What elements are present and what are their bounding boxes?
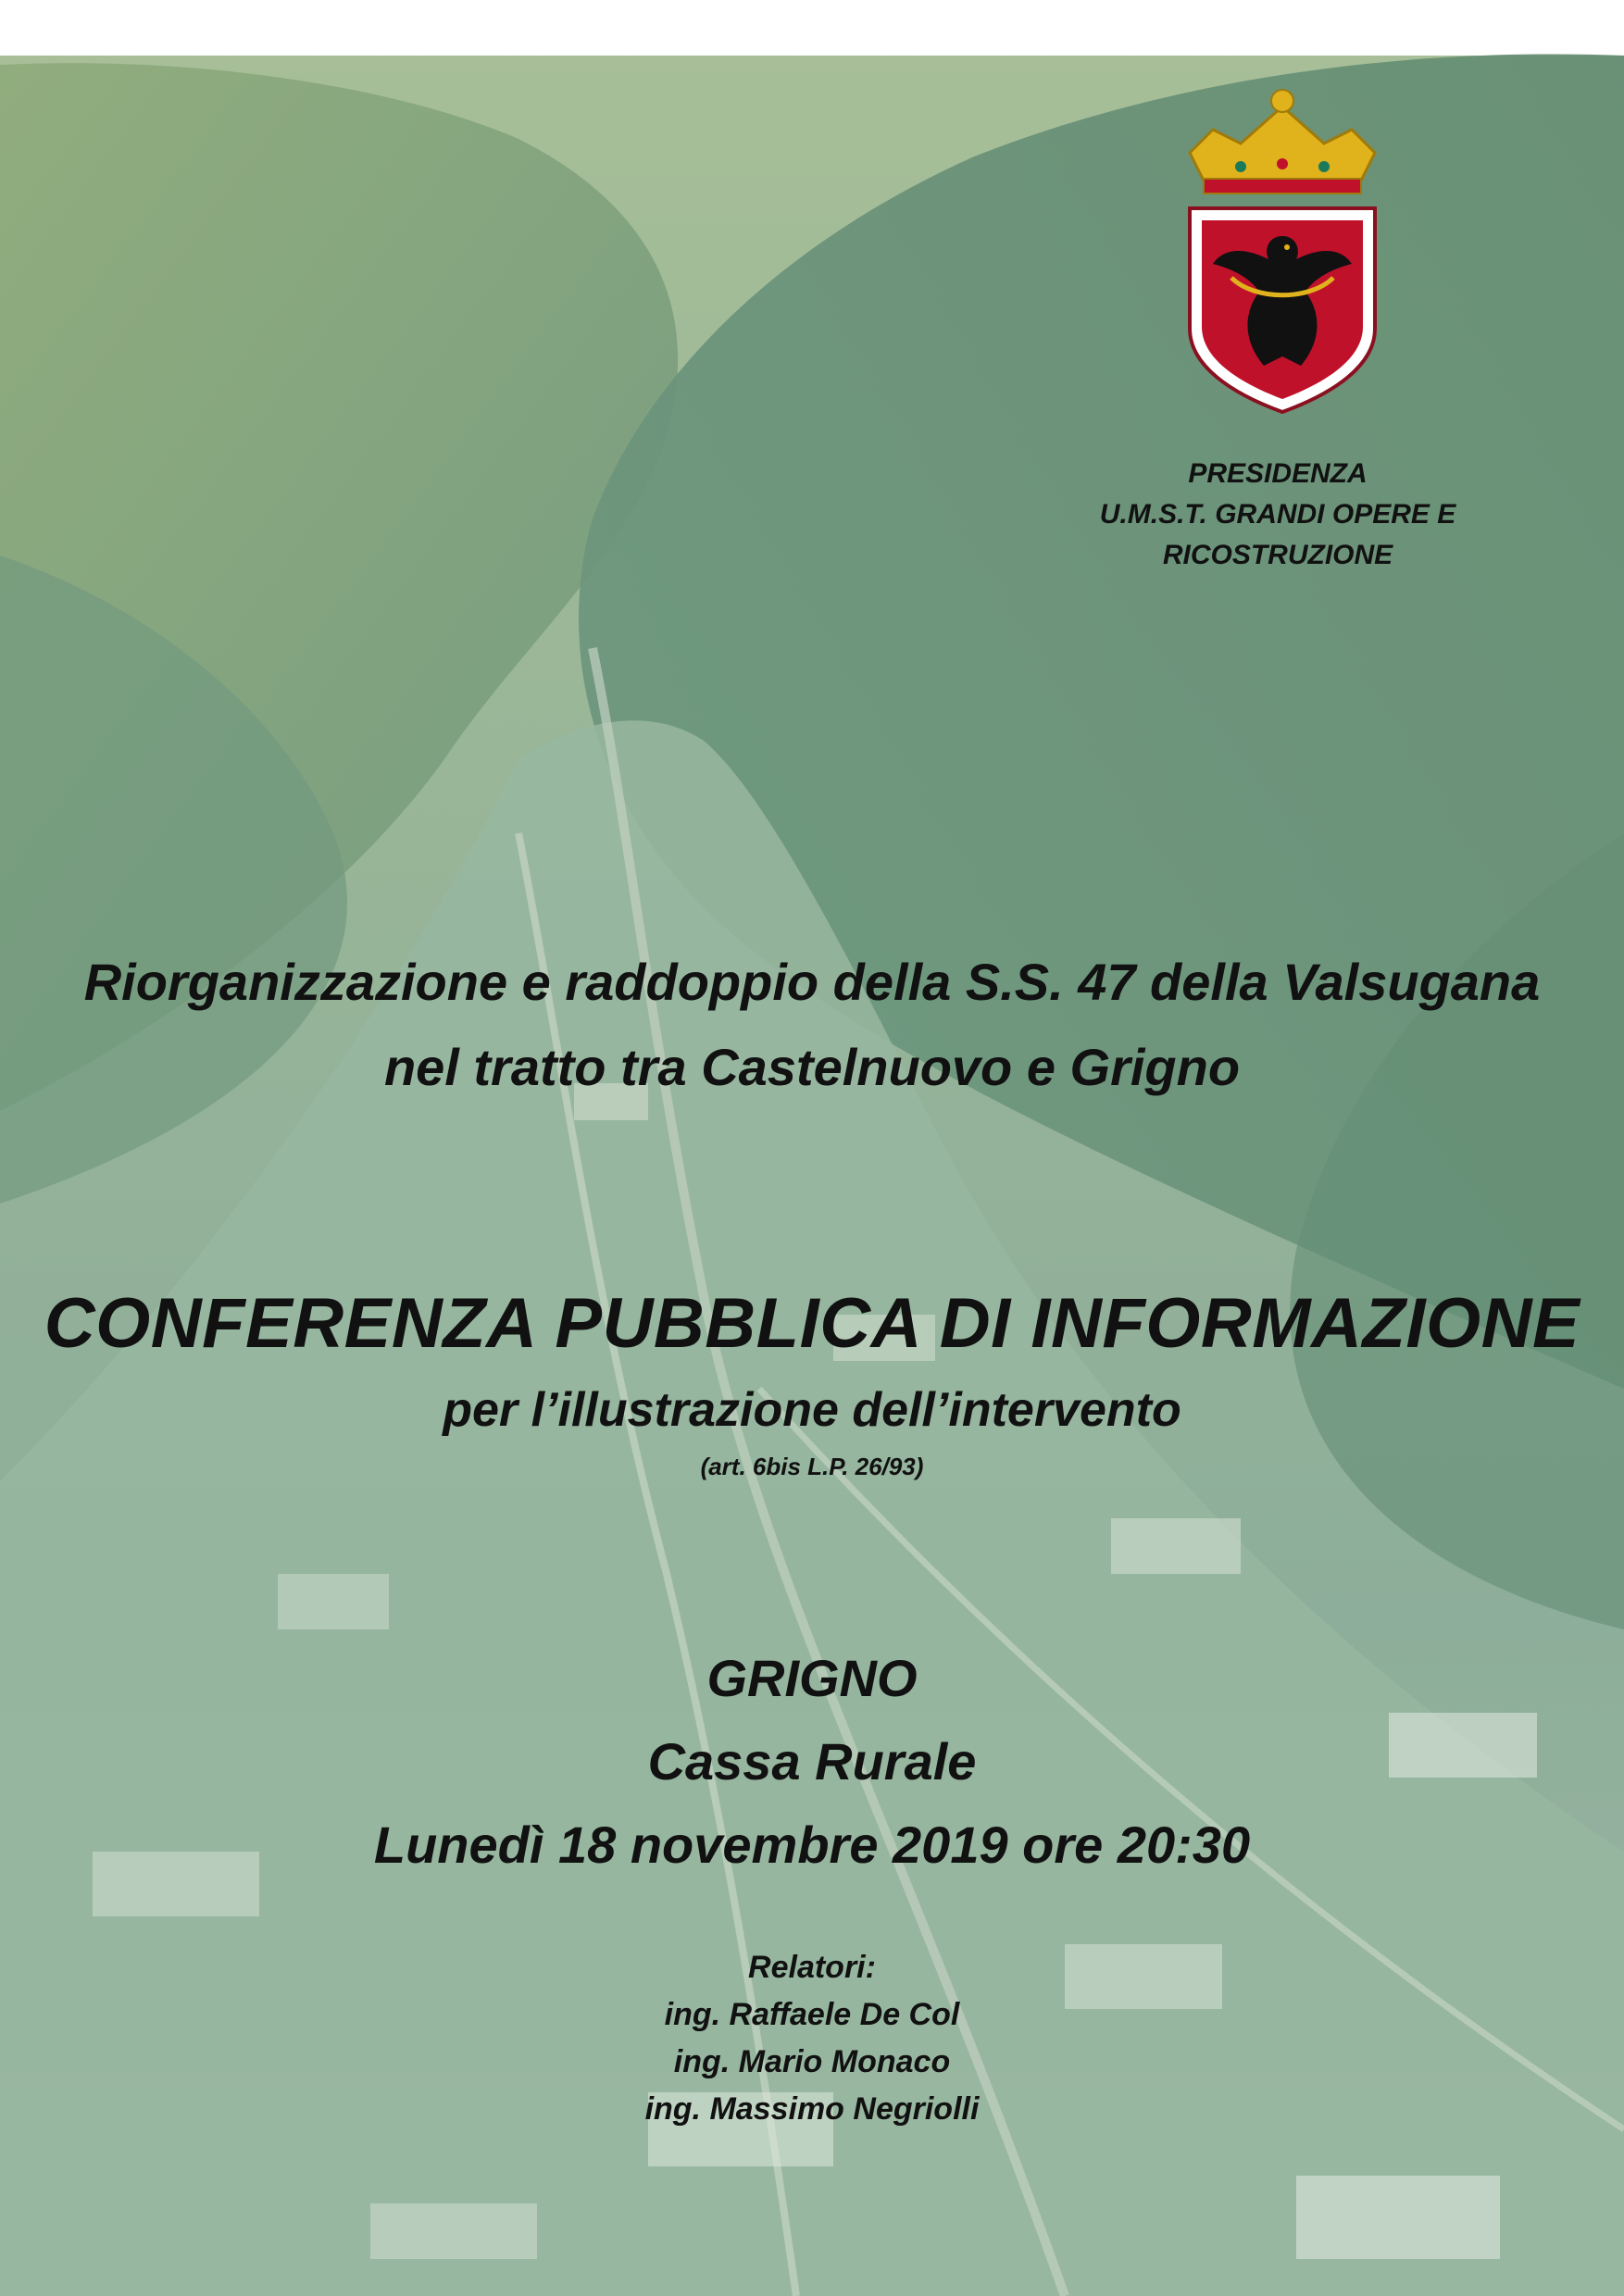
conference-subtitle: per l’illustrazione dell’intervento	[443, 1383, 1181, 1437]
speakers-label: Relatori:	[748, 1950, 876, 1985]
subject-line1: Riorganizzazione e raddoppio della S.S. 47 della Valsugana	[83, 953, 1541, 1011]
legal-reference: (art. 6bis L.P. 26/93)	[700, 1453, 924, 1480]
venue-place: Cassa Rurale	[647, 1732, 977, 1791]
speaker-name: ing. Mario Monaco	[673, 2044, 951, 2079]
speaker-name: ing. Massimo Negriolli	[644, 2091, 980, 2127]
project-subject	[0, 940, 1624, 1110]
speaker-name: ing. Raffaele De Col	[664, 1997, 960, 2032]
office-label: U.M.S.T. GRANDI OPERE E RICOSTRUZIONE	[1099, 499, 1456, 570]
event-datetime: Lunedì 18 novembre 2019 ore 20:30	[373, 1816, 1251, 1874]
presidency-label: PRESIDENZA	[1188, 458, 1368, 489]
trentino-eagle-coat-of-arms-icon	[1176, 88, 1389, 417]
subject-line2: nel tratto tra Castelnuovo e Grigno	[383, 1038, 1241, 1096]
speakers-list	[0, 1944, 1624, 2133]
issuer-header	[981, 454, 1574, 576]
venue-town: GRIGNO	[706, 1649, 918, 1707]
conference-title: CONFERENZA PUBBLICA DI INFORMAZIONE	[44, 1284, 1580, 1363]
